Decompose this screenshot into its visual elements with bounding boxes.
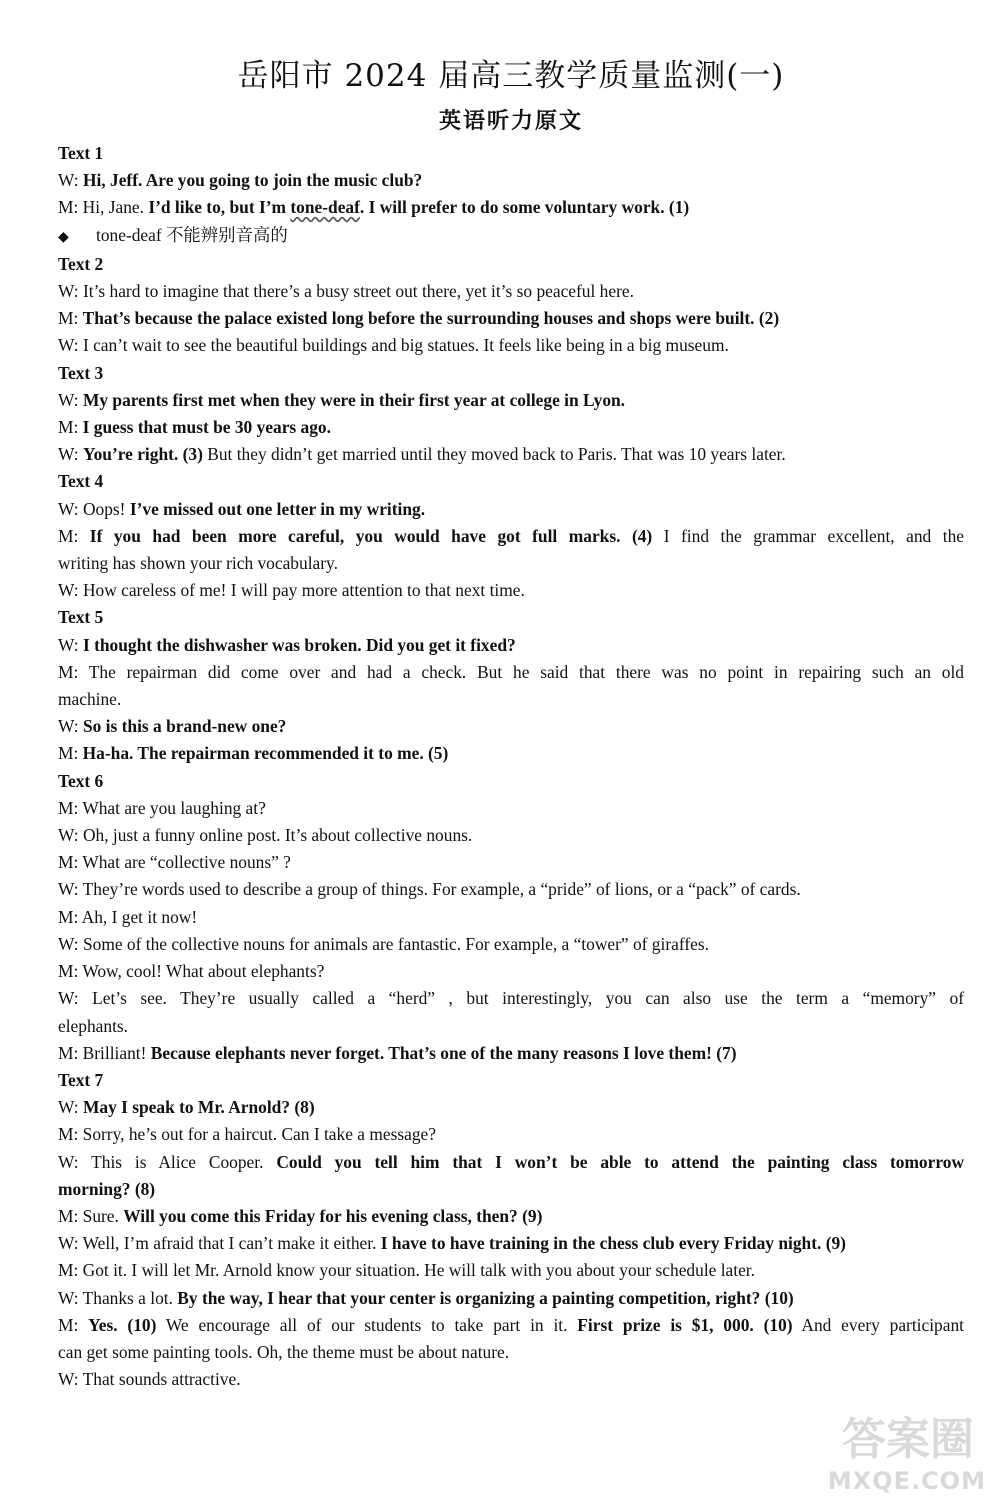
page-subtitle: 英语听力原文 (438, 108, 583, 134)
dialogue-line: M: Wow, cool! What about elephants? (58, 961, 325, 982)
dialogue-line: M: Ah, I get it now! (58, 906, 198, 927)
key-sentence: I thought the dishwasher was broken. Did you get it fixed? (82, 634, 516, 655)
key-sentence: First prize is $1, 000. (10) (577, 1314, 793, 1335)
key-sentence: You’re right. (3) (82, 444, 203, 465)
dialogue-line (58, 1094, 964, 1121)
dialogue-line: W: They’re words used to describe a group of things. For example, a “pride” of lions, or a “pack” of cards. (58, 879, 801, 900)
transcript-body (58, 140, 964, 1393)
diamond-bullet-icon: ◆ (58, 229, 69, 245)
text-heading: Text 7 (58, 1069, 104, 1090)
dialogue-line (58, 441, 964, 468)
dialogue-line: M: Sorry, he’s out for a haircut. Can I take a message? (58, 1124, 436, 1145)
dialogue-line: W: Some of the collective nouns for animals are fantastic. For example, a “tower” of giraffes. (58, 933, 709, 954)
dialogue-line: M: Got it. I will let Mr. Arnold know your situation. He will talk with you about your schedule later. (58, 1260, 755, 1281)
dialogue-line-continued: can get some painting tools. Oh, the theme must be about nature. (58, 1341, 510, 1362)
dialogue-line (58, 1149, 964, 1176)
dialogue-line-continued: machine. (58, 689, 122, 710)
key-sentence: I guess that must be 30 years ago. (82, 417, 331, 438)
dialogue-line: W: It’s hard to imagine that there’s a busy street out there, yet it’s so peaceful here. (58, 281, 634, 302)
plain-text: But they didn’t get married until they moved back to Paris. That was 10 years later. (202, 444, 786, 465)
speaker: W: (58, 1097, 83, 1118)
dialogue-line: W: Oh, just a funny online post. It’s about collective nouns. (58, 825, 473, 846)
dialogue-line (58, 1312, 964, 1339)
speaker: W: (58, 444, 83, 465)
document-page (58, 56, 964, 1393)
dialogue-line: M: The repairman did come over and had a check. But he said that there was no point in repairing such an old (58, 661, 964, 682)
dialogue-line (58, 713, 964, 740)
text-heading: Text 5 (58, 607, 104, 628)
text-heading: Text 3 (58, 362, 104, 383)
vocab-note-text: tone-deaf 不能辨别音高的 (96, 224, 288, 245)
dialogue-line (58, 387, 964, 414)
dialogue-line-continued: writing has shown your rich vocabulary. (58, 553, 338, 574)
key-sentence: I have to have training in the chess club every Friday night. (9) (380, 1233, 846, 1254)
speaker: W: (58, 634, 83, 655)
key-sentence: May I speak to Mr. Arnold? (8) (82, 1097, 315, 1118)
speaker: M: Sure. (58, 1205, 124, 1226)
key-sentence: Ha-ha. The repairman recommended it to me. (5) (82, 743, 449, 764)
key-sentence: Because elephants never forget. That’s one of the many reasons I love them! (7) (150, 1042, 737, 1063)
plain-text: I find the grammar excellent, and the (652, 525, 964, 546)
plain-text: And every participant (792, 1314, 964, 1335)
text-heading: Text 2 (58, 253, 104, 274)
speaker: M: (58, 308, 83, 329)
speaker: M: (58, 525, 90, 546)
dialogue-line (58, 1285, 964, 1312)
speaker: W: (58, 716, 83, 737)
site-watermark (802, 1399, 992, 1495)
text-heading: Text 1 (58, 143, 104, 163)
text-heading: Text 4 (58, 471, 104, 492)
speaker: M: (58, 1314, 89, 1335)
dialogue-line (58, 305, 964, 332)
watermark-url: MXQE.COM (827, 1467, 986, 1495)
text-heading: Text 6 (58, 770, 104, 791)
key-sentence: Yes. (10) (88, 1314, 157, 1335)
key-sentence: That’s because the palace existed long before the surrounding houses and shops were built. (2) (82, 308, 780, 329)
dialogue-line: M: What are you laughing at? (58, 797, 266, 818)
dialogue-line (58, 632, 964, 659)
vocab-term: tone-deaf (290, 197, 360, 218)
key-sentence: . I will prefer to do some voluntary work. (1) (359, 197, 690, 218)
key-sentence: My parents first met when they were in their first year at college in Lyon. (82, 389, 626, 410)
key-sentence: I’ve missed out one letter in my writing. (129, 498, 426, 519)
speaker: W: This is Alice Cooper. (58, 1151, 277, 1172)
dialogue-line (58, 1040, 964, 1067)
speaker: W: Oops! (58, 498, 130, 519)
key-sentence: Will you come this Friday for his evening class, then? (9) (123, 1205, 543, 1226)
key-sentence: I’d like to, but I’m (148, 197, 291, 218)
speaker: M: (58, 743, 83, 764)
dialogue-line (58, 194, 964, 221)
dialogue-line (58, 1230, 964, 1257)
key-sentence: If you had been more careful, you would have got full marks. (4) (89, 525, 653, 546)
page-title: 岳阳市 2024 届高三教学质量监测(一) (237, 58, 785, 94)
dialogue-line (58, 167, 964, 194)
plain-text: We encourage all of our students to take part in it. (156, 1314, 578, 1335)
dialogue-line (58, 740, 964, 767)
dialogue-line (58, 523, 964, 550)
dialogue-line: W: I can’t wait to see the beautiful buildings and big statues. It feels like being in a big museum. (58, 335, 729, 356)
dialogue-line: M: What are “collective nouns” ? (58, 852, 291, 873)
dialogue-line: W: Let’s see. They’re usually called a “herd” , but interestingly, you can also use the term a “memory” of (58, 988, 964, 1009)
speaker: M: Brilliant! (58, 1042, 151, 1063)
speaker: W: (58, 170, 83, 191)
plain-text: W: Thanks a lot. (58, 1287, 178, 1308)
speaker: M: Hi, Jane. (58, 197, 149, 218)
watermark-logo-text: 答案圈 (842, 1414, 974, 1465)
vocab-note (58, 222, 964, 251)
dialogue-line (58, 1203, 964, 1230)
speaker: W: (58, 389, 83, 410)
plain-text: W: Well, I’m afraid that I can’t make it either. (58, 1233, 381, 1254)
dialogue-line-continued: elephants. (58, 1015, 129, 1036)
dialogue-line (58, 414, 964, 441)
dialogue-line-continued: morning? (8) (58, 1178, 156, 1199)
key-sentence: By the way, I hear that your center is organizing a painting competition, right? (10) (177, 1287, 794, 1308)
speaker: M: (58, 417, 83, 438)
dialogue-line (58, 496, 964, 523)
key-sentence: So is this a brand-new one? (82, 716, 287, 737)
dialogue-line: W: That sounds attractive. (58, 1369, 241, 1390)
key-sentence: Hi, Jeff. Are you going to join the music club? (82, 170, 423, 191)
dialogue-line: W: How careless of me! I will pay more attention to that next time. (58, 580, 525, 601)
key-sentence: Could you tell him that I won’t be able to attend the painting class tomorrow (276, 1151, 964, 1172)
